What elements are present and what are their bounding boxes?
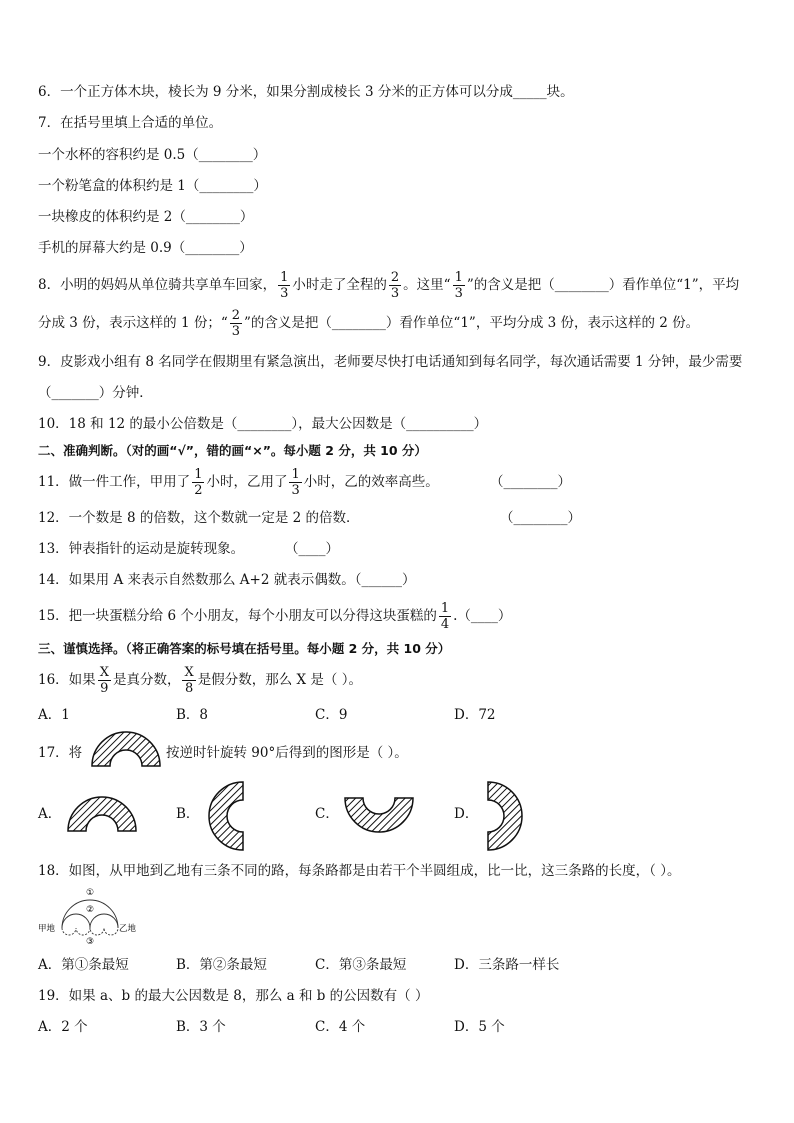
fraction: $\frac{2}{3}$ (390, 270, 400, 301)
question-18: 18．如图，从甲地到乙地有三条不同的路，每条路都是由若干个半圆组成，比一比，这三条路的长度，（ ）。 (38, 863, 681, 879)
option-a[interactable]: A．2 个 (38, 1019, 88, 1035)
option-c[interactable]: C．4 个 (315, 1019, 366, 1035)
option-c[interactable]: C．9 (315, 707, 348, 723)
question-11-blank: （________） (490, 474, 571, 490)
option-c[interactable]: C．第③条最短 (315, 957, 407, 973)
section-2-heading: 二、准确判断。（对的画“√”，错的画“×”。每小题 2 分，共 10 分） (38, 443, 427, 458)
question-9-line-1: 9．皮影戏小组有 8 名同学在假期里有紧急演出，老师要尽快打电话通知到每名同学，每次通话需要 1 分钟，最少需要 (38, 354, 743, 370)
question-17-text: 按逆时针旋转 90°后得到的图形是（ ）。 (166, 745, 408, 761)
option-d[interactable]: D．5 个 (454, 1019, 505, 1035)
question-8-line-1: 8．小明的妈妈从单位骑共享单车回家， $\frac{1}{3}$ 小时走了全程的 $\frac{2}{3}$ 。这里“ $\frac{1}{3}$ ”的含义是把（________）看作单位“1”，平均 (38, 270, 740, 301)
arch-option-a[interactable] (66, 795, 138, 835)
fraction: $\frac{1}{3}$ (280, 270, 289, 301)
option-b[interactable]: B．第②条最短 (176, 957, 267, 973)
arch-option-d[interactable] (486, 780, 526, 852)
arch-figure-original (90, 730, 162, 770)
fraction: $\frac{1}{3}$ (291, 467, 300, 498)
question-13: 13．钟表指针的运动是旋转现象。 (38, 541, 245, 557)
question-16: 16．如果 $\frac{X}{9}$ 是真分数， $\frac{X}{8}$ 是假分数，那么 X 是（ ）。 (38, 665, 362, 696)
option-a[interactable]: A．第①条最短 (38, 957, 129, 973)
option-b[interactable]: B．3 个 (176, 1019, 226, 1035)
question-7-stem: 7．在括号里填上合适的单位。 (38, 115, 223, 131)
question-7-item: 一个水杯的容积约是 0.5（________） (38, 147, 267, 163)
option-c-label[interactable]: C． (315, 806, 339, 822)
question-13-blank: （____） (285, 541, 339, 557)
question-12-blank: （________） (500, 510, 581, 526)
fraction: $\frac{2}{3}$ (231, 308, 241, 339)
option-d-label[interactable]: D． (454, 806, 479, 822)
question-7-item: 一块橡皮的体积约是 2（________） (38, 209, 254, 225)
question-17-prefix: 17．将 (38, 745, 83, 761)
fraction: $\frac{1}{4}$ (440, 601, 450, 632)
end-label: 乙地 (119, 924, 137, 934)
question-10: 10．18 和 12 的最小公倍数是（________），最大公因数是（__________） (38, 416, 488, 432)
arch-option-c[interactable] (343, 796, 415, 836)
fraction: $\frac{X}{9}$ (99, 665, 109, 696)
question-7-item: 手机的屏幕大约是 0.9（________） (38, 240, 253, 256)
question-19: 19．如果 a、b 的最大公因数是 8，那么 a 和 b 的公因数有（ ） (38, 988, 429, 1004)
question-15: 15．把一块蛋糕分给 6 个小朋友，每个小朋友可以分得这块蛋糕的 $\frac{1}{4}$ .（____） (38, 601, 512, 632)
start-label: 甲地 (38, 924, 56, 934)
path-marker-2: ② (85, 905, 95, 915)
fraction: $\frac{1}{3}$ (454, 270, 463, 301)
question-9-line-2: （_______）分钟． (38, 385, 153, 401)
section-3-heading: 三、谨慎选择。（将正确答案的标号填在括号里。每小题 2 分，共 10 分） (38, 641, 451, 656)
semicircle-path-diagram (38, 886, 148, 948)
option-d[interactable]: D．三条路一样长 (454, 957, 560, 973)
question-8-line-2: 分成 3 份，表示这样的 1 份；“ $\frac{2}{3}$ ”的含义是把（________）看作单位“1”，平均分成 3 份，表示这样的 2 份。 (38, 308, 700, 339)
option-a[interactable]: A．1 (38, 707, 70, 723)
question-12: 12．一个数是 8 的倍数，这个数就一定是 2 的倍数． (38, 510, 360, 526)
option-b-label[interactable]: B． (176, 806, 200, 822)
arch-option-b[interactable] (205, 780, 245, 852)
question-14: 14．如果用 A 来表示自然数那么 A+2 就表示偶数。（______） (38, 572, 416, 588)
question-11: 11．做一件工作，甲用了 $\frac{1}{2}$ 小时，乙用了 $\frac{1}{3}$ 小时，乙的效率高些。 (38, 467, 439, 498)
fraction: $\frac{X}{8}$ (184, 665, 194, 696)
question-6: 6．一个正方体木块，棱长为 9 分米，如果分割成棱长 3 分米的正方体可以分成_____块。 (38, 84, 574, 100)
path-marker-1: ① (85, 888, 95, 898)
question-7-item: 一个粉笔盒的体积约是 1（________） (38, 178, 267, 194)
option-d[interactable]: D．72 (454, 707, 496, 723)
option-a-label[interactable]: A． (38, 806, 62, 822)
option-b[interactable]: B．8 (176, 707, 209, 723)
path-marker-3: ③ (85, 937, 95, 947)
fraction: $\frac{1}{2}$ (194, 467, 203, 498)
